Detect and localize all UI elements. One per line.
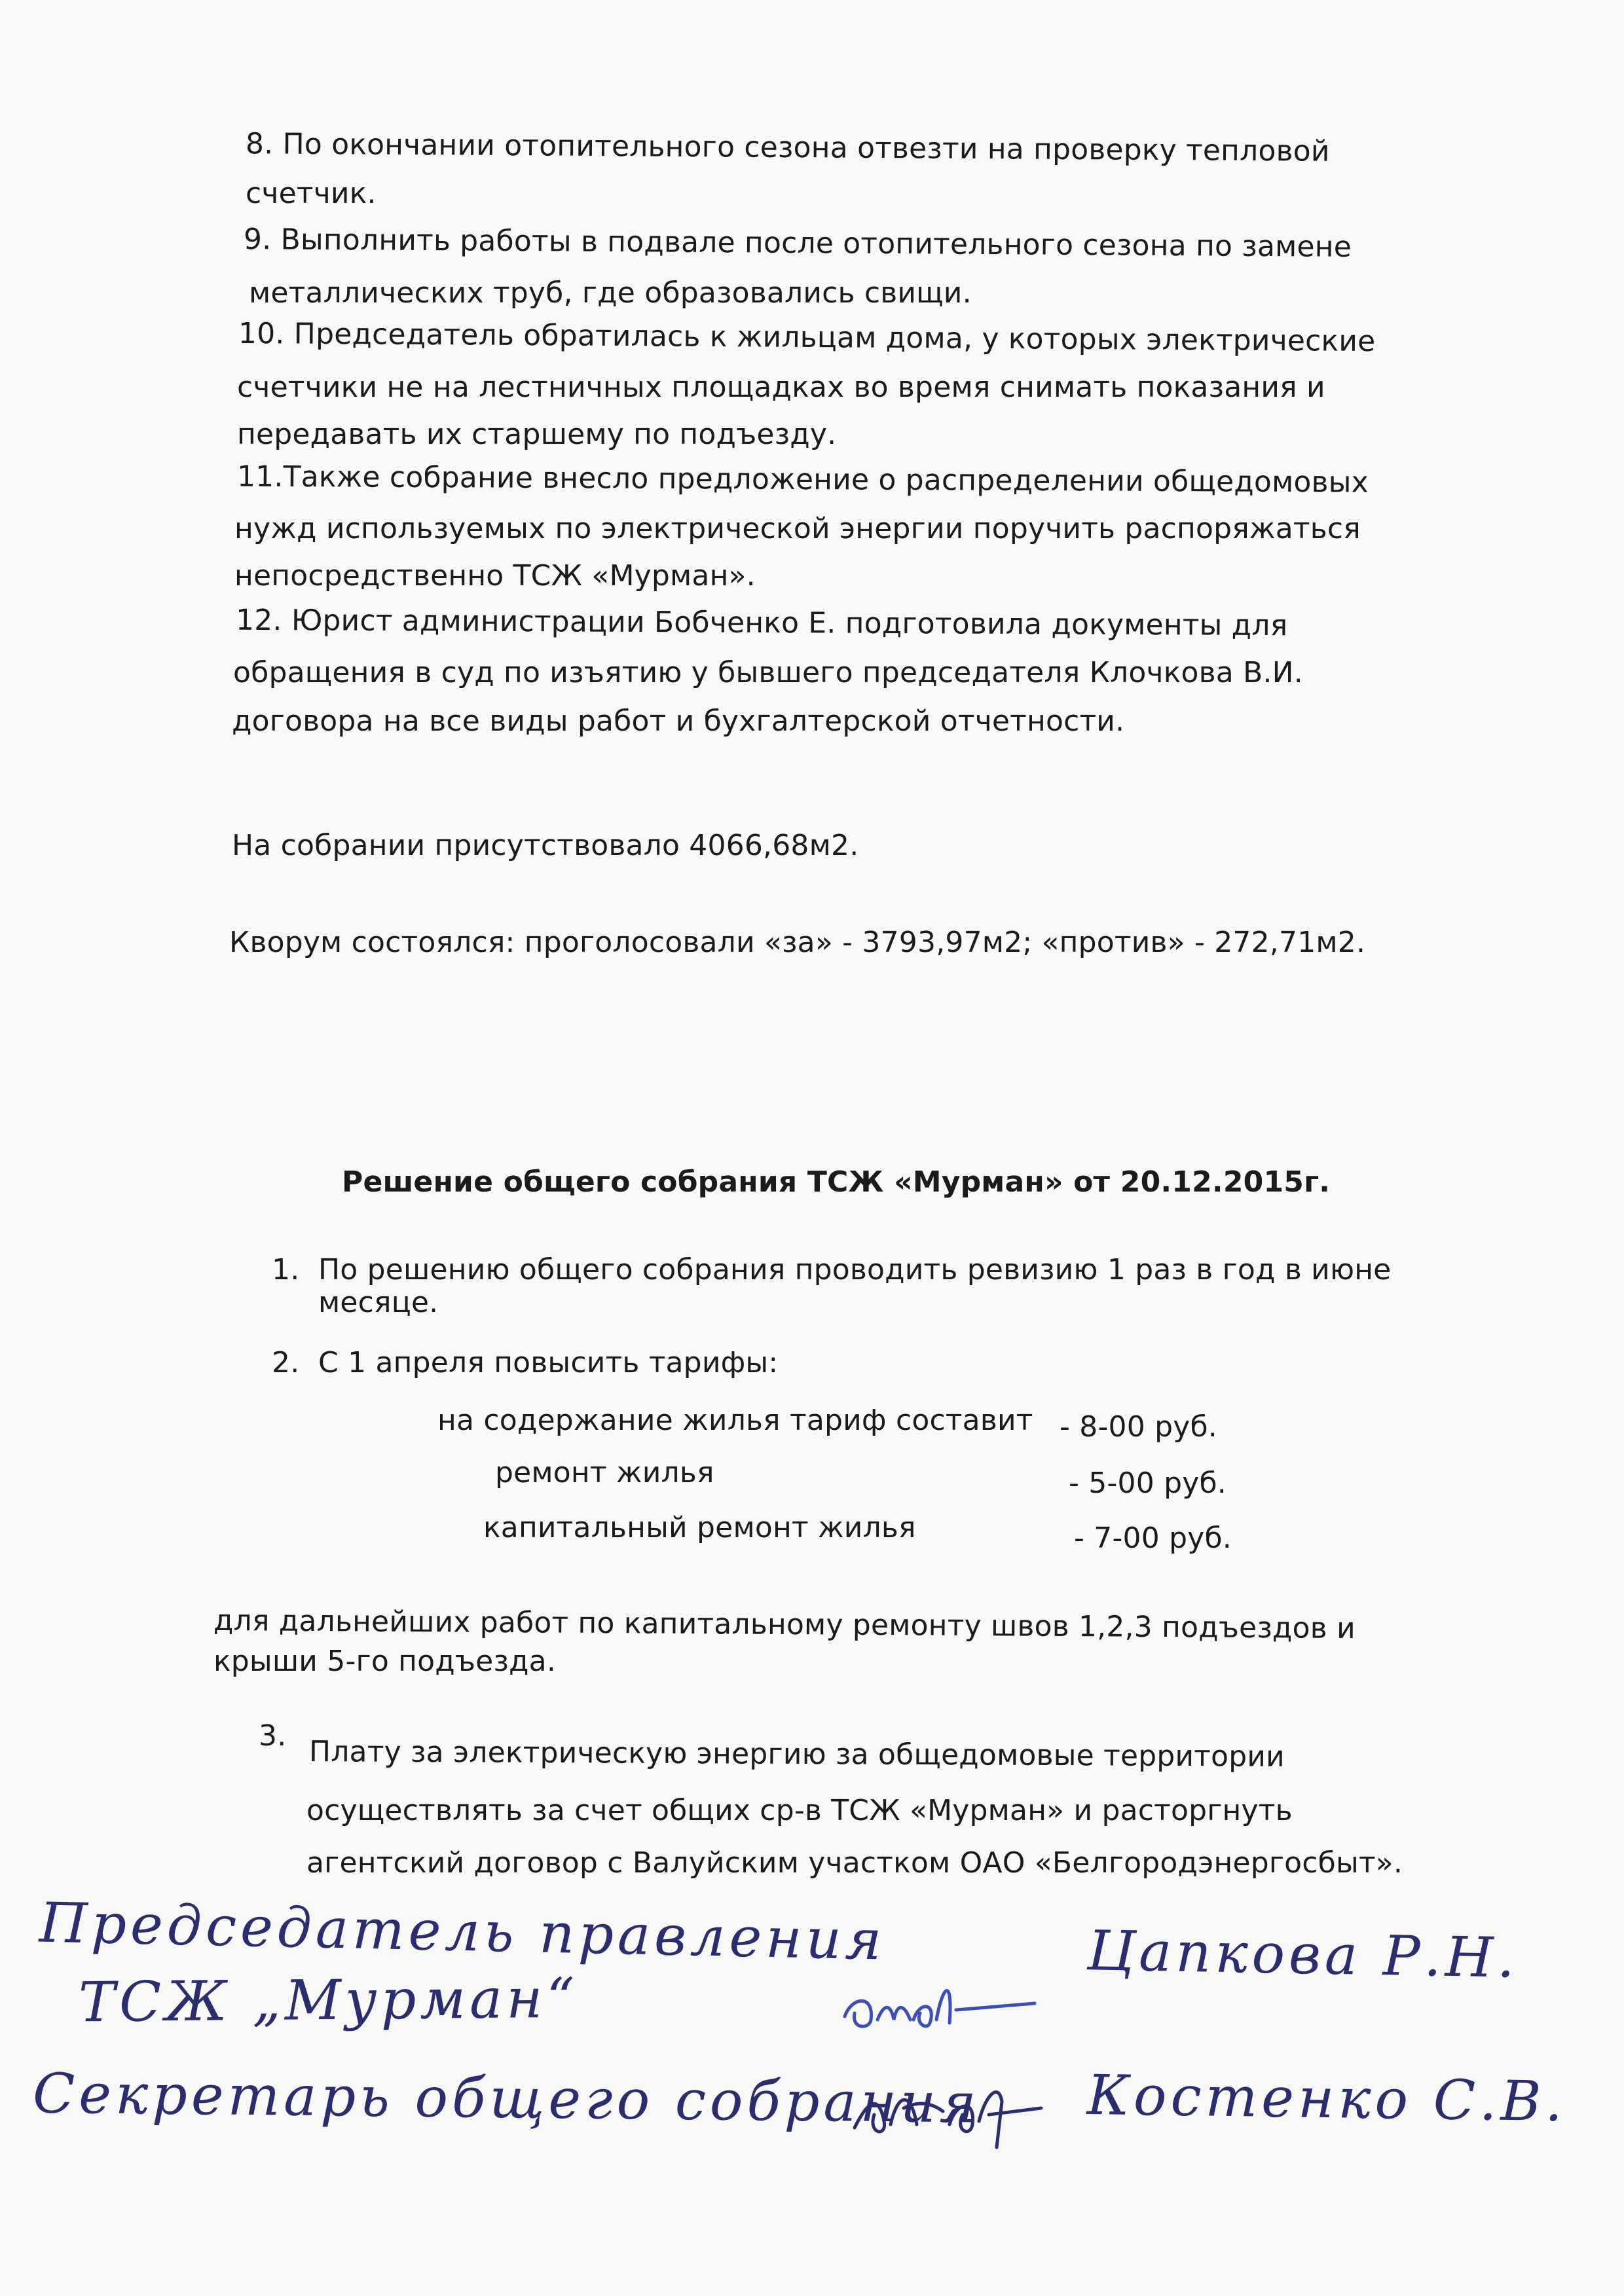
quorum-text: Кворум состоялся: проголосовали «за» - 3793,97м2; «против» - 272,71м2. xyxy=(229,926,1366,959)
chair-title-line-1: Председатель правления xyxy=(39,1890,887,1973)
decision-1-line-1: По решению общего собрания проводить ревизию 1 раз в год в июне xyxy=(318,1253,1392,1286)
tariff-note-line-1: для дальнейших работ по капитальному ремонту швов 1,2,3 подъездов и xyxy=(213,1603,1356,1646)
decision-2-line-1: С 1 апреля повысить тарифы: xyxy=(318,1346,779,1379)
item-10-line-1: 10. Председатель обратилась к жильцам дома, у которых электрические xyxy=(238,316,1376,359)
decision-title: Решение общего собрания ТСЖ «Мурман» от 20.12.2015г. xyxy=(342,1165,1331,1199)
item-12-line-1: 12. Юрист администрации Бобченко Е. подготовила документы для xyxy=(235,603,1288,643)
item-11-line-3: непосредственно ТСЖ «Мурман». xyxy=(234,559,756,592)
secretary-signature xyxy=(845,2062,1054,2154)
decision-3-number: 3. xyxy=(259,1719,287,1753)
tariff-2-value: - 5-00 руб. xyxy=(1069,1467,1227,1500)
item-10-line-2: счетчики не на лестничных площадках во время снимать показания и xyxy=(237,371,1325,404)
item-8-line-1: 8. По окончании отопительного сезона отвезти на проверку тепловой xyxy=(245,127,1330,168)
decision-3-line-3: агентский договор с Валуйским участком ОАО «Белгородэнергосбыт». xyxy=(306,1846,1403,1880)
item-9-line-2: металлических труб, где образовались свищи. xyxy=(249,276,972,310)
decision-3-line-2: осуществлять за счет общих ср-в ТСЖ «Мурман» и расторгнуть xyxy=(306,1794,1293,1827)
chair-title-line-2: ТСЖ „Мурман“ xyxy=(78,1965,579,2035)
item-9-line-1: 9. Выполнить работы в подвале после отопительного сезона по замене xyxy=(243,223,1352,264)
decision-3-line-1: Плату за электрическую энергию за общедомовые территории xyxy=(308,1735,1285,1774)
chair-signature xyxy=(838,1958,1048,2049)
decision-2-number: 2. xyxy=(272,1346,300,1379)
tariff-1-value: - 8-00 руб. xyxy=(1060,1410,1217,1444)
secretary-name: Костенко С.В. xyxy=(1086,2062,1567,2134)
tariff-note-line-2: крыши 5-го подъезда. xyxy=(213,1645,557,1678)
tariff-1-label: на содержание жилья тариф составит xyxy=(437,1404,1033,1437)
secretary-title: Секретарь общего собрания xyxy=(32,2061,981,2136)
item-12-line-3: договора на все виды работ и бухгалтерской отчетности. xyxy=(232,704,1125,738)
tariff-3-label: капитальный ремонт жилья xyxy=(483,1511,916,1544)
item-8-line-2: счетчик. xyxy=(246,177,377,210)
decision-1-line-2: месяце. xyxy=(318,1286,439,1319)
decision-1-number: 1. xyxy=(272,1253,300,1286)
tariff-3-value: - 7-00 руб. xyxy=(1074,1522,1232,1555)
item-11-line-1: 11.Также собрание внесло предложение о распределении общедомовых xyxy=(236,460,1369,500)
chair-name: Цапкова Р.Н. xyxy=(1086,1918,1519,1990)
item-12-line-2: обращения в суд по изъятию у бывшего председателя Клочкова В.И. xyxy=(233,656,1303,689)
item-10-line-3: передавать их старшему по подъезду. xyxy=(237,418,837,451)
tariff-2-label: ремонт жилья xyxy=(495,1456,714,1489)
item-11-line-2: нужд используемых по электрической энергии поручить распоряжаться xyxy=(234,512,1361,545)
attendance-text: На собрании присутствовало 4066,68м2. xyxy=(232,829,859,862)
